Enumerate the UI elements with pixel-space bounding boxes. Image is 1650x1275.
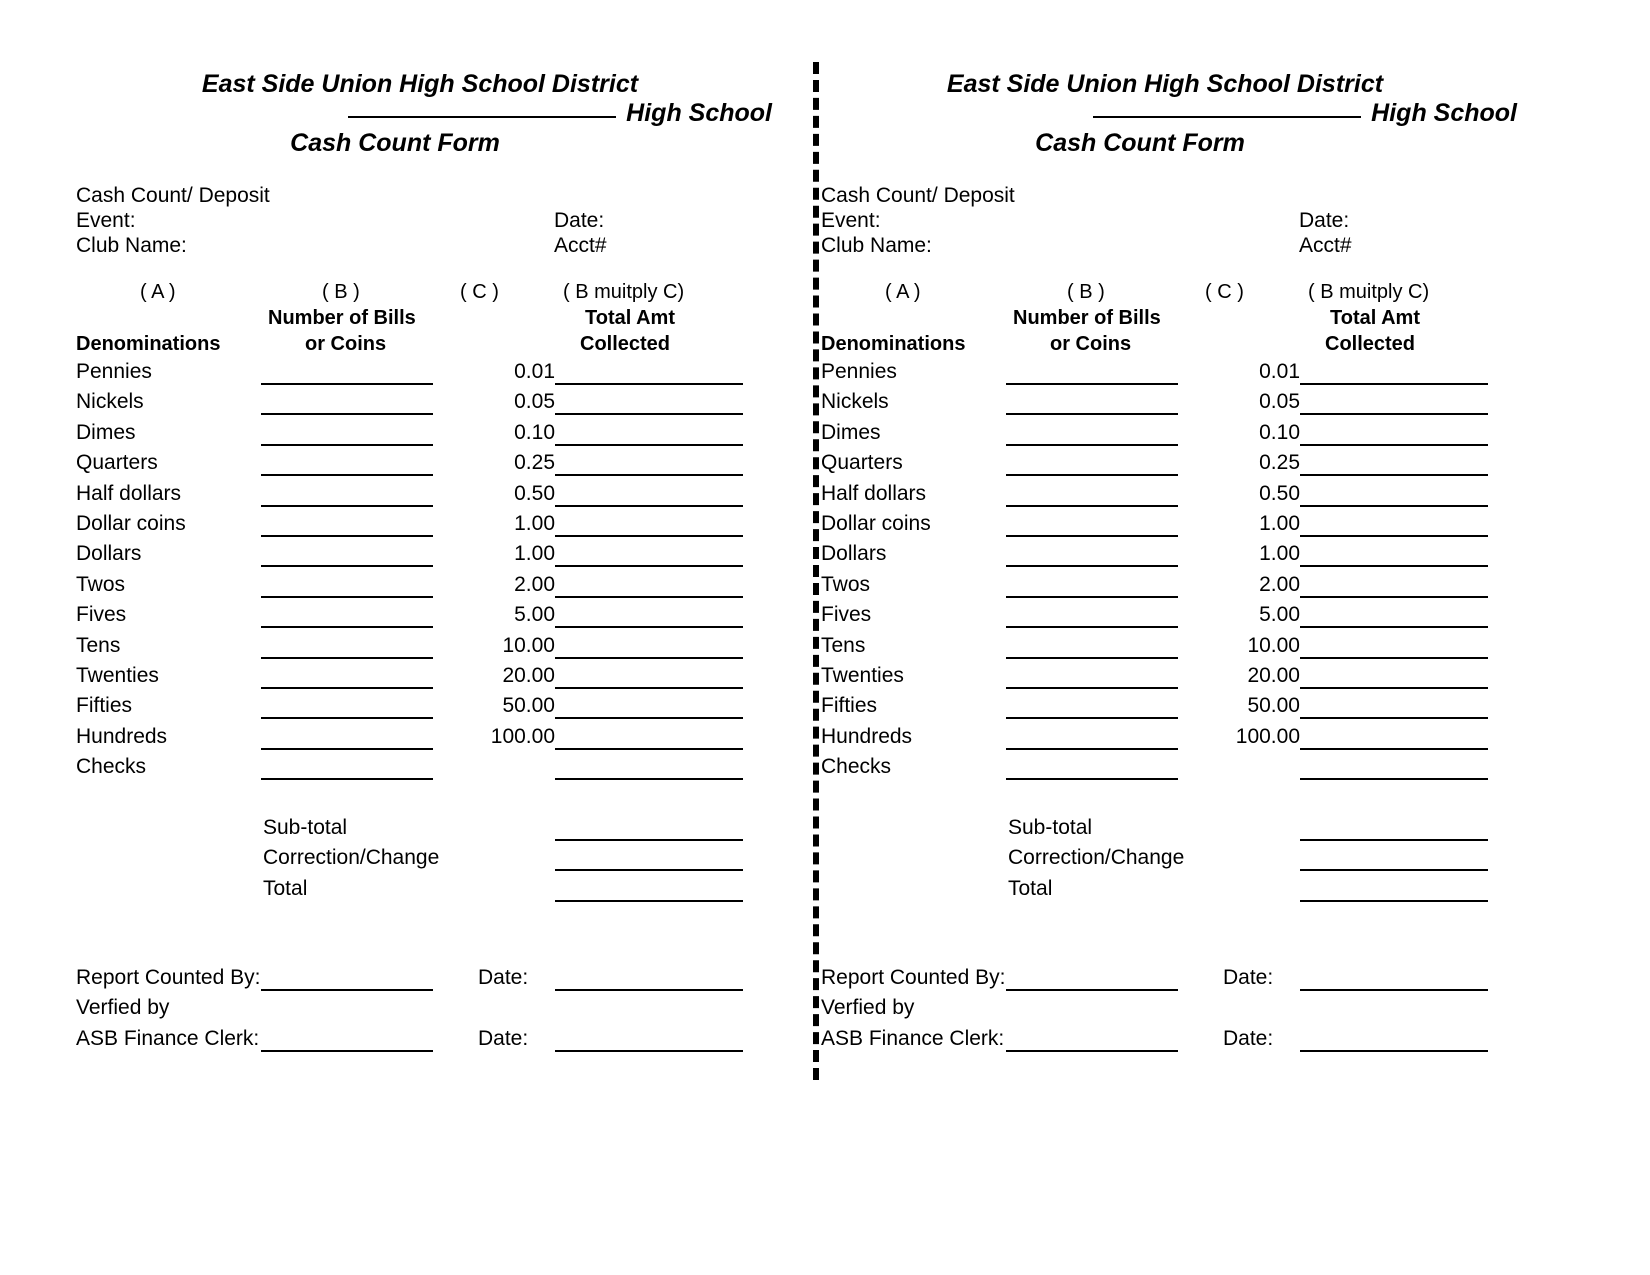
report-counted-by-label: Report Counted By: xyxy=(821,966,1006,989)
denomination-name: Dollars xyxy=(76,542,142,566)
denomination-value: 100.00 xyxy=(490,724,555,748)
denomination-name: Half dollars xyxy=(821,481,927,505)
total-input-blank[interactable] xyxy=(555,383,743,385)
total-input-blank[interactable] xyxy=(1300,444,1488,446)
total-input-blank[interactable] xyxy=(555,505,743,507)
denomination-name: Tens xyxy=(76,633,121,657)
column-letter-a: ( A ) xyxy=(140,281,176,303)
district-title: East Side Union High School District xyxy=(946,70,1384,98)
denomination-value: 1.00 xyxy=(1259,542,1300,566)
denomination-value: 0.01 xyxy=(1259,360,1300,383)
report-date-blank[interactable] xyxy=(1300,989,1488,991)
signature-block xyxy=(60,966,820,1057)
total-input-blank[interactable] xyxy=(555,717,743,719)
table-row xyxy=(805,482,1565,512)
date-label: Date: xyxy=(554,209,605,232)
table-row xyxy=(60,664,820,694)
correction-change-label: Correction/Change xyxy=(1008,846,1185,870)
denomination-value: 100.00 xyxy=(1235,724,1300,748)
denomination-name: Fifties xyxy=(76,694,133,718)
column-letters-row xyxy=(805,281,1565,307)
total-input-blank[interactable] xyxy=(555,474,743,476)
denomination-value: 0.10 xyxy=(1259,420,1300,444)
denomination-value: 20.00 xyxy=(502,663,555,687)
count-input-blank[interactable] xyxy=(261,535,433,537)
table-row xyxy=(60,512,820,542)
date-label: Date: xyxy=(1299,209,1350,232)
table-row xyxy=(60,542,820,572)
subtotal-label: Sub-total xyxy=(263,816,348,839)
totals-row xyxy=(60,846,820,876)
denomination-value: 50.00 xyxy=(502,694,555,718)
denomination-value: 5.00 xyxy=(1259,603,1300,627)
denominations-header: Denominations xyxy=(76,333,221,355)
count-input-blank[interactable] xyxy=(1006,444,1178,446)
count-input-blank[interactable] xyxy=(261,505,433,507)
table-row xyxy=(805,421,1565,451)
table-row xyxy=(60,421,820,451)
count-input-blank[interactable] xyxy=(261,657,433,659)
table-row xyxy=(805,451,1565,481)
denomination-value: 1.00 xyxy=(514,542,555,566)
asb-date-label: Date: xyxy=(478,1026,529,1050)
count-input-blank[interactable] xyxy=(1006,748,1178,750)
total-input-blank[interactable] xyxy=(1300,596,1488,598)
total-input-blank[interactable] xyxy=(1300,900,1488,902)
denomination-rows xyxy=(60,360,820,785)
cash-count-deposit-label: Cash Count/ Deposit xyxy=(76,184,270,207)
district-title: East Side Union High School District xyxy=(201,70,639,98)
event-label: Event: xyxy=(76,209,136,232)
count-input-blank[interactable] xyxy=(1006,505,1178,507)
meta-block xyxy=(76,183,796,258)
total-input-blank[interactable] xyxy=(1300,535,1488,537)
total-input-blank[interactable] xyxy=(1300,474,1488,476)
report-date-blank[interactable] xyxy=(555,989,743,991)
table-row xyxy=(805,512,1565,542)
club-name-label: Club Name: xyxy=(76,234,187,257)
total-input-blank[interactable] xyxy=(555,413,743,415)
report-counted-by-blank[interactable] xyxy=(261,989,433,991)
subtotal-label: Sub-total xyxy=(1008,816,1093,839)
totals-row xyxy=(60,877,820,907)
total-label: Total xyxy=(263,876,308,900)
title-block xyxy=(805,70,1525,158)
column-letter-a: ( A ) xyxy=(885,281,921,303)
count-input-blank[interactable] xyxy=(1006,596,1178,598)
denomination-rows xyxy=(805,360,1565,785)
table-row xyxy=(60,573,820,603)
subtotal-input-blank[interactable] xyxy=(1300,839,1488,841)
table-row xyxy=(60,482,820,512)
acct-label: Acct# xyxy=(1299,234,1352,257)
table-row xyxy=(60,360,820,390)
total-input-blank[interactable] xyxy=(1300,687,1488,689)
denomination-name: Nickels xyxy=(76,390,144,414)
total-amt-line2: Collected xyxy=(580,333,671,355)
cash-count-deposit-label: Cash Count/ Deposit xyxy=(821,184,1015,207)
report-counted-by-blank[interactable] xyxy=(1006,989,1178,991)
denomination-value: 20.00 xyxy=(1247,663,1300,687)
denomination-value: 10.00 xyxy=(1247,633,1300,657)
number-of-bills-line1: Number of Bills xyxy=(268,307,416,329)
denomination-name: Twenties xyxy=(76,663,159,687)
denomination-name: Fifties xyxy=(821,694,878,718)
title-block xyxy=(60,70,780,158)
high-school-label: High School xyxy=(626,99,772,127)
table-row xyxy=(805,755,1565,785)
asb-finance-clerk-label: ASB Finance Clerk: xyxy=(821,1026,1005,1050)
form-title: Cash Count Form xyxy=(290,129,500,157)
denomination-name: Hundreds xyxy=(821,724,913,748)
denomination-value: 50.00 xyxy=(1247,694,1300,718)
column-letter-c: ( C ) xyxy=(460,281,499,303)
report-date-label: Date: xyxy=(1223,966,1274,989)
count-input-blank[interactable] xyxy=(1006,565,1178,567)
denomination-value: 0.50 xyxy=(1259,481,1300,505)
totals-row xyxy=(60,816,820,846)
column-letter-d: ( B muitply C) xyxy=(1308,281,1430,303)
denomination-name: Pennies xyxy=(821,360,897,383)
number-of-bills-line2: or Coins xyxy=(305,333,387,355)
total-input-blank[interactable] xyxy=(555,900,743,902)
school-name-line xyxy=(60,99,780,128)
total-input-blank[interactable] xyxy=(1300,778,1488,780)
totals-row xyxy=(805,877,1565,907)
report-date-label: Date: xyxy=(478,966,529,989)
denomination-name: Fives xyxy=(76,603,127,627)
school-name-line xyxy=(805,99,1525,128)
totals-block xyxy=(805,816,1565,907)
total-input-blank[interactable] xyxy=(555,626,743,628)
column-headers xyxy=(60,281,820,359)
table-row xyxy=(60,694,820,724)
total-input-blank[interactable] xyxy=(1300,626,1488,628)
signature-block xyxy=(805,966,1565,1057)
form-panel-left xyxy=(60,0,820,1275)
column-headers xyxy=(805,281,1565,359)
table-row xyxy=(805,664,1565,694)
meta-row-club-name xyxy=(76,233,796,258)
column-letter-b: ( B ) xyxy=(1067,281,1105,303)
signature-row-verified-by xyxy=(60,996,820,1026)
denomination-name: Dollar coins xyxy=(821,511,931,535)
table-row xyxy=(60,603,820,633)
count-input-blank[interactable] xyxy=(1006,778,1178,780)
high-school-label: High School xyxy=(1371,99,1517,127)
table-row xyxy=(805,360,1565,390)
count-input-blank[interactable] xyxy=(261,626,433,628)
verified-by-label: Verfied by xyxy=(821,996,915,1020)
denomination-name: Twenties xyxy=(821,663,904,687)
denomination-value: 0.05 xyxy=(1259,390,1300,414)
count-input-blank[interactable] xyxy=(261,596,433,598)
subtotal-input-blank[interactable] xyxy=(555,839,743,841)
count-input-blank[interactable] xyxy=(1006,717,1178,719)
denomination-value: 0.25 xyxy=(1259,451,1300,475)
denomination-value: 0.01 xyxy=(514,360,555,383)
total-input-blank[interactable] xyxy=(555,748,743,750)
signature-row-asb-finance-clerk xyxy=(805,1027,1565,1057)
count-input-blank[interactable] xyxy=(1006,474,1178,476)
total-input-blank[interactable] xyxy=(555,657,743,659)
denomination-name: Checks xyxy=(821,755,892,779)
asb-date-blank[interactable] xyxy=(555,1050,743,1052)
denomination-value: 1.00 xyxy=(1259,511,1300,535)
count-input-blank[interactable] xyxy=(1006,383,1178,385)
asb-finance-clerk-blank[interactable] xyxy=(1006,1050,1178,1052)
signature-row-asb-finance-clerk xyxy=(60,1027,820,1057)
denomination-value: 2.00 xyxy=(514,572,555,596)
total-input-blank[interactable] xyxy=(555,444,743,446)
table-row xyxy=(805,573,1565,603)
count-input-blank[interactable] xyxy=(261,383,433,385)
asb-finance-clerk-blank[interactable] xyxy=(261,1050,433,1052)
correction-change-input-blank[interactable] xyxy=(1300,869,1488,871)
number-of-bills-line1: Number of Bills xyxy=(1013,307,1161,329)
denomination-value: 2.00 xyxy=(1259,572,1300,596)
count-input-blank[interactable] xyxy=(261,444,433,446)
table-row xyxy=(805,603,1565,633)
denomination-name: Hundreds xyxy=(76,724,168,748)
table-row xyxy=(60,451,820,481)
acct-label: Acct# xyxy=(554,234,607,257)
table-row xyxy=(60,725,820,755)
total-input-blank[interactable] xyxy=(1300,657,1488,659)
event-label: Event: xyxy=(821,209,881,232)
denomination-value: 1.00 xyxy=(514,511,555,535)
meta-row-cash-count xyxy=(76,183,796,208)
denomination-name: Dimes xyxy=(76,420,136,444)
school-name-blank[interactable] xyxy=(1093,116,1361,118)
correction-change-label: Correction/Change xyxy=(263,846,440,870)
totals-row xyxy=(805,846,1565,876)
form-title: Cash Count Form xyxy=(1035,129,1245,157)
total-input-blank[interactable] xyxy=(1300,383,1488,385)
signature-row-verified-by xyxy=(805,996,1565,1026)
total-input-blank[interactable] xyxy=(1300,748,1488,750)
column-letter-d: ( B muitply C) xyxy=(563,281,685,303)
form-panel-right xyxy=(805,0,1565,1275)
correction-change-input-blank[interactable] xyxy=(555,869,743,871)
column-letter-c: ( C ) xyxy=(1205,281,1244,303)
verified-by-label: Verfied by xyxy=(76,996,170,1020)
table-row xyxy=(60,390,820,420)
denomination-name: Dollar coins xyxy=(76,511,186,535)
total-input-blank[interactable] xyxy=(555,535,743,537)
count-input-blank[interactable] xyxy=(261,565,433,567)
count-input-blank[interactable] xyxy=(1006,413,1178,415)
meta-row-cash-count xyxy=(821,183,1541,208)
total-label: Total xyxy=(1008,876,1053,900)
number-of-bills-line2: or Coins xyxy=(1050,333,1132,355)
total-input-blank[interactable] xyxy=(555,778,743,780)
denomination-name: Nickels xyxy=(821,390,889,414)
total-amt-line1: Total Amt xyxy=(585,307,675,329)
totals-block xyxy=(60,816,820,907)
count-input-blank[interactable] xyxy=(1006,687,1178,689)
count-input-blank[interactable] xyxy=(1006,626,1178,628)
denomination-name: Tens xyxy=(821,633,866,657)
meta-row-club-name xyxy=(821,233,1541,258)
table-row xyxy=(60,634,820,664)
school-name-blank[interactable] xyxy=(348,116,616,118)
denomination-name: Half dollars xyxy=(76,481,182,505)
column-letters-row xyxy=(60,281,820,307)
meta-row-event xyxy=(821,208,1541,233)
count-input-blank[interactable] xyxy=(261,474,433,476)
denomination-value: 0.05 xyxy=(514,390,555,414)
table-row xyxy=(805,542,1565,572)
count-input-blank[interactable] xyxy=(261,717,433,719)
denomination-name: Pennies xyxy=(76,360,152,383)
table-row xyxy=(60,755,820,785)
total-input-blank[interactable] xyxy=(1300,717,1488,719)
count-input-blank[interactable] xyxy=(261,687,433,689)
asb-date-label: Date: xyxy=(1223,1026,1274,1050)
asb-finance-clerk-label: ASB Finance Clerk: xyxy=(76,1026,260,1050)
count-input-blank[interactable] xyxy=(261,748,433,750)
signature-row-report-counted-by xyxy=(805,966,1565,996)
column-titles-row xyxy=(805,307,1565,359)
count-input-blank[interactable] xyxy=(1006,535,1178,537)
table-row xyxy=(805,634,1565,664)
totals-row xyxy=(805,816,1565,846)
table-row xyxy=(805,725,1565,755)
denomination-name: Fives xyxy=(821,603,872,627)
meta-block xyxy=(821,183,1541,258)
denomination-value: 5.00 xyxy=(514,603,555,627)
total-input-blank[interactable] xyxy=(1300,565,1488,567)
denominations-header: Denominations xyxy=(821,333,966,355)
meta-row-event xyxy=(76,208,796,233)
report-counted-by-label: Report Counted By: xyxy=(76,966,261,989)
denomination-value: 0.10 xyxy=(514,420,555,444)
total-input-blank[interactable] xyxy=(555,596,743,598)
count-input-blank[interactable] xyxy=(261,778,433,780)
table-row xyxy=(805,694,1565,724)
count-input-blank[interactable] xyxy=(261,413,433,415)
denomination-value: 0.50 xyxy=(514,481,555,505)
total-amt-line2: Collected xyxy=(1325,333,1416,355)
club-name-label: Club Name: xyxy=(821,234,932,257)
denomination-value: 0.25 xyxy=(514,451,555,475)
column-letter-b: ( B ) xyxy=(322,281,360,303)
denomination-name: Checks xyxy=(76,755,147,779)
denomination-name: Dollars xyxy=(821,542,887,566)
total-input-blank[interactable] xyxy=(1300,505,1488,507)
denomination-name: Twos xyxy=(821,572,871,596)
total-amt-line1: Total Amt xyxy=(1330,307,1420,329)
denomination-name: Dimes xyxy=(821,420,881,444)
total-input-blank[interactable] xyxy=(555,565,743,567)
signature-row-report-counted-by xyxy=(60,966,820,996)
total-input-blank[interactable] xyxy=(1300,413,1488,415)
denomination-value: 10.00 xyxy=(502,633,555,657)
denomination-name: Quarters xyxy=(76,451,158,475)
asb-date-blank[interactable] xyxy=(1300,1050,1488,1052)
denomination-name: Twos xyxy=(76,572,126,596)
denomination-name: Quarters xyxy=(821,451,903,475)
table-row xyxy=(805,390,1565,420)
column-titles-row xyxy=(60,307,820,359)
count-input-blank[interactable] xyxy=(1006,657,1178,659)
total-input-blank[interactable] xyxy=(555,687,743,689)
